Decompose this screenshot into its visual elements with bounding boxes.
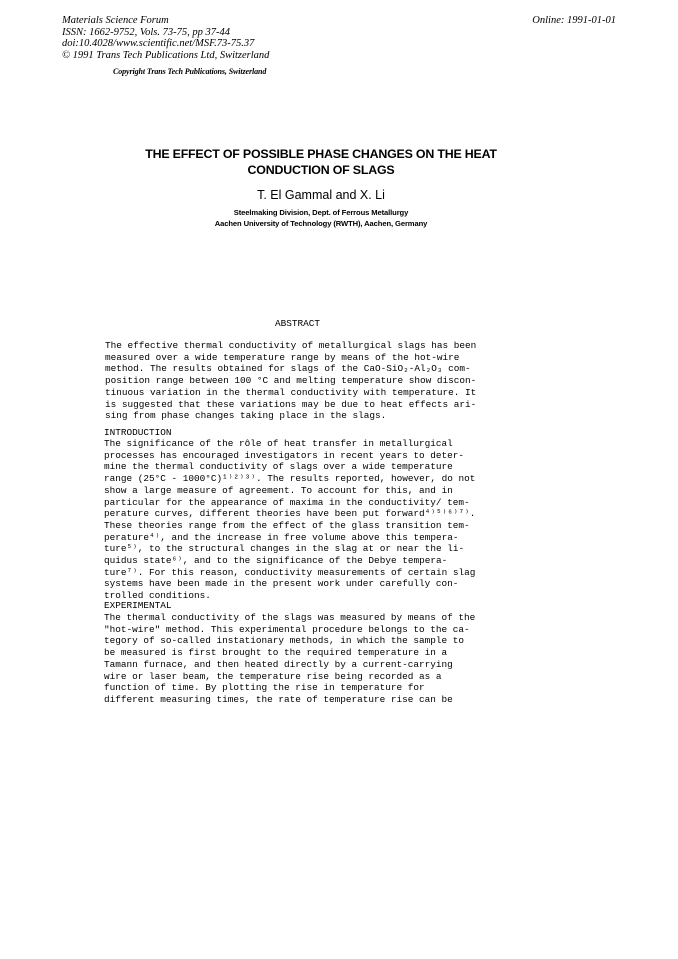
online-date: Online: 1991-01-01 bbox=[532, 15, 616, 26]
text-line: These theories range from the effect of the glass transition tem- bbox=[104, 519, 470, 531]
publisher-copyright: Copyright Trans Tech Publications, Switzerland bbox=[113, 67, 267, 76]
text-line: is suggested that these variations may be due to heat effects ari- bbox=[105, 398, 477, 410]
text-line: different measuring times, the rate of temperature rise can be bbox=[104, 693, 453, 705]
text-line: wire or laser beam, the temperature rise being recorded as a bbox=[104, 670, 442, 682]
experimental-heading: EXPERIMENTAL bbox=[104, 600, 172, 611]
abstract-heading: ABSTRACT bbox=[275, 318, 321, 329]
text-line: show a large measure of agreement. To account for this, and in bbox=[104, 484, 453, 496]
affiliation-line-2: Aachen University of Technology (RWTH), Aachen, Germany bbox=[214, 219, 428, 228]
text-line: be measured is first brought to the required temperature in a bbox=[104, 647, 448, 659]
text-line: systems have been made in the present work under carefully con- bbox=[104, 578, 459, 590]
text-line: mine the thermal conductivity of slags over a wide temperature bbox=[104, 461, 453, 473]
text-line: The effective thermal conductivity of metallurgical slags has been bbox=[105, 340, 477, 351]
experimental-body bbox=[104, 612, 475, 706]
text-line: The significance of the rôle of heat transfer in metallurgical bbox=[104, 438, 453, 449]
affiliation-line-1: Steelmaking Division, Dept. of Ferrous Metallurgy bbox=[233, 208, 409, 217]
text-line: function of time. By plotting the rise in temperature for bbox=[104, 682, 425, 694]
text-line: perature⁴⁾, and the increase in free volume above this tempera- bbox=[104, 531, 459, 543]
introduction-body bbox=[104, 438, 475, 602]
text-line: tegory of so-called instationary methods, in which the sample to bbox=[104, 635, 465, 647]
text-line: Tamann furnace, and then heated directly by a current-carrying bbox=[104, 658, 453, 670]
abstract-body bbox=[105, 340, 476, 422]
text-line: quidus state⁶⁾, and to the significance of the Debye tempera- bbox=[104, 555, 448, 567]
journal-name: Materials Science Forum bbox=[62, 15, 169, 26]
text-line: ture⁷⁾. For this reason, conductivity measurements of certain slag bbox=[104, 566, 476, 578]
title-line-2: CONDUCTION OF SLAGS bbox=[247, 162, 395, 177]
text-line: "hot-wire" method. This experimental procedure belongs to the ca- bbox=[104, 623, 470, 635]
text-line: tinuous variation in the thermal conductivity with temperature. It bbox=[105, 386, 477, 398]
introduction-heading: INTRODUCTION bbox=[104, 427, 172, 438]
title-line-1: THE EFFECT OF POSSIBLE PHASE CHANGES ON THE HEAT bbox=[145, 147, 497, 161]
text-line: perature curves, different theories have been put forward⁴⁾⁵⁾⁶⁾⁷⁾. bbox=[104, 508, 476, 520]
authors: T. El Gammal and X. Li bbox=[257, 188, 385, 202]
text-line: ture⁵⁾, to the structural changes in the slag at or near the li- bbox=[104, 543, 465, 555]
text-line: trolled conditions. bbox=[104, 590, 211, 602]
text-line: particular for the appearance of maxima in the conductivity/ tem- bbox=[104, 496, 470, 508]
doi-line: doi:10.4028/www.scientific.net/MSF.73-75.37 bbox=[62, 38, 255, 49]
text-line: position range between 100 °C and melting temperature show discon- bbox=[105, 375, 477, 387]
text-line: processes has encouraged investigators in recent years to deter- bbox=[104, 449, 465, 461]
text-line: The thermal conductivity of the slags was measured by means of the bbox=[104, 612, 476, 623]
journal-header bbox=[62, 15, 269, 61]
text-line: sing from phase changes taking place in the slags. bbox=[105, 410, 387, 422]
text-line: measured over a wide temperature range by means of the hot-wire bbox=[105, 351, 460, 363]
text-line: method. The results obtained for slags of the CaO-SiO₂-Al₂O₃ com- bbox=[105, 363, 471, 375]
paper-title bbox=[104, 147, 538, 178]
issn-line: ISSN: 1662-9752, Vols. 73-75, pp 37-44 bbox=[62, 26, 230, 38]
text-line: range (25°C - 1000°C)¹⁾²⁾³⁾. The results reported, however, do not bbox=[104, 473, 476, 485]
copyright-line: © 1991 Trans Tech Publications Ltd, Switzerland bbox=[62, 49, 270, 61]
